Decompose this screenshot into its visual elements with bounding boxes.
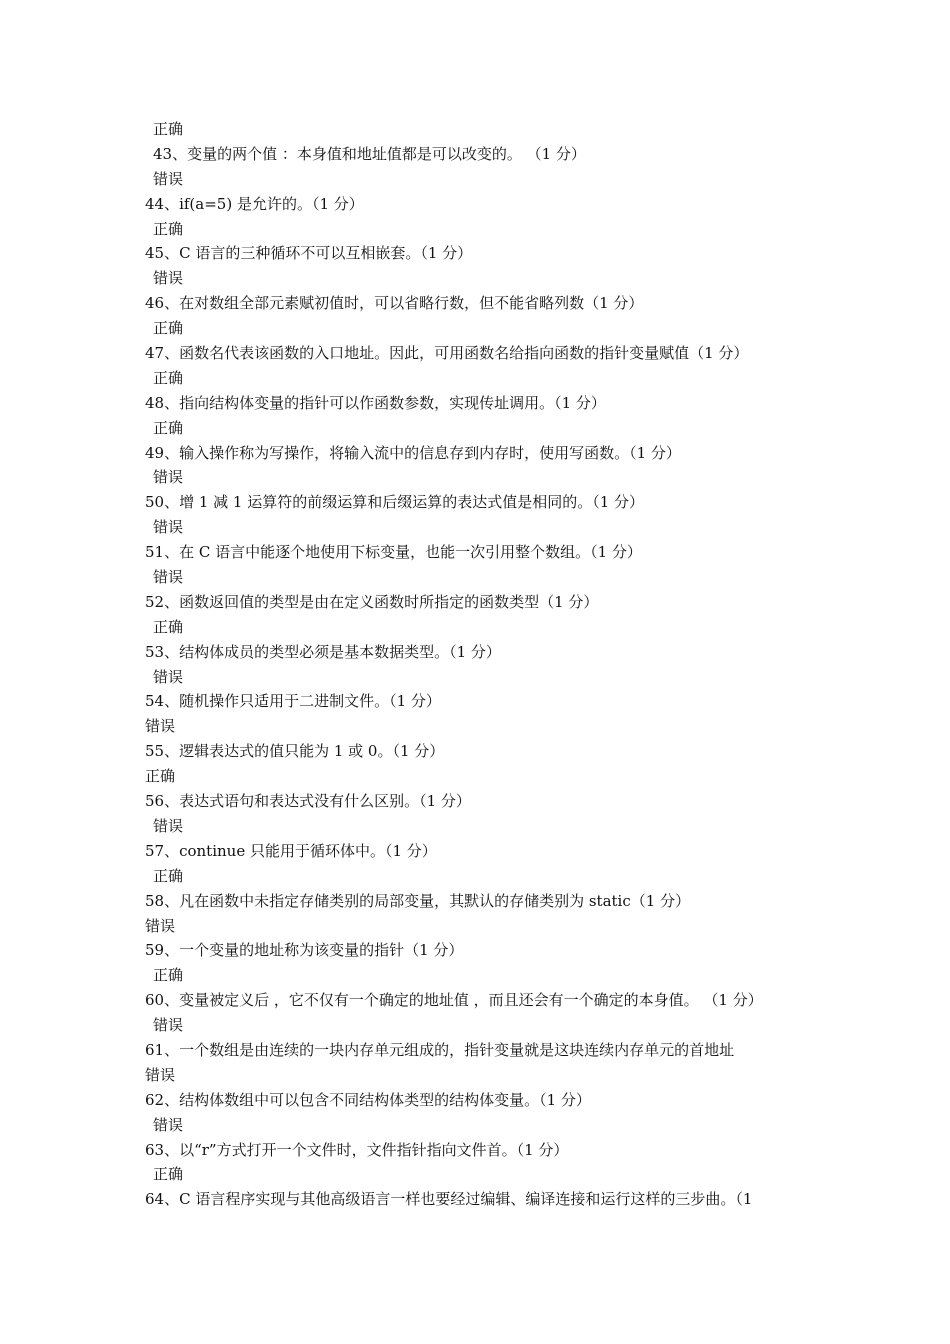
answer-line: 错误 (145, 717, 176, 736)
answer-line: 错误 (153, 1115, 184, 1134)
question-line: 52、函数返回值的类型是由在定义函数时所指定的函数类型（1 分） (145, 592, 599, 611)
answer-line: 错误 (153, 1016, 184, 1035)
question-line: 55、逻辑表达式的值只能为 1 或 0。（1 分） (145, 742, 445, 761)
answer-line: 错误 (153, 816, 184, 835)
answer-line: 正确 (153, 319, 184, 338)
question-line: 63、以“r”方式打开一个文件时，文件指针指向文件首。（1 分） (145, 1140, 569, 1159)
answer-line: 正确 (153, 368, 184, 387)
question-line: 44、if(a=5) 是允许的。（1 分） (145, 194, 364, 213)
answer-line: 错误 (153, 667, 184, 686)
answer-line: 错误 (153, 269, 184, 288)
answer-line: 正确 (145, 767, 176, 786)
question-line: 46、在对数组全部元素赋初值时，可以省略行数，但不能省略列数（1 分） (145, 294, 644, 313)
question-line: 48、指向结构体变量的指针可以作函数参数，实现传址调用。（1 分） (145, 393, 606, 412)
answer-line: 错误 (153, 468, 184, 487)
question-line: 59、一个变量的地址称为该变量的指针（1 分） (145, 941, 464, 960)
question-line: 62、结构体数组中可以包含不同结构体类型的结构体变量。（1 分） (145, 1090, 591, 1109)
answer-line: 正确 (153, 418, 184, 437)
answer-line: 错误 (153, 169, 184, 188)
question-line: 54、随机操作只适用于二进制文件。（1 分） (145, 692, 441, 711)
question-line: 50、增 1 减 1 运算符的前缀运算和后缀运算的表达式值是相同的。（1 分） (145, 493, 645, 512)
question-line: 56、表达式语句和表达式没有什么区别。（1 分） (145, 792, 471, 811)
question-line: 43、变量的两个值 ：本身值和地址值都是可以改变的。 （1 分） (153, 144, 586, 163)
question-line: 61、一个数组是由连续的一块内存单元组成的，指针变量就是这块连续内存单元的首地址 (145, 1040, 735, 1059)
answer-line: 错误 (145, 916, 176, 935)
answer-line: 错误 (153, 568, 184, 587)
answer-line: 正确 (153, 966, 184, 985)
question-line: 49、输入操作称为写操作，将输入流中的信息存到内存时，使用写函数。（1 分） (145, 443, 681, 462)
answer-line: 正确 (153, 617, 184, 636)
question-line: 60、变量被定义后 ，它不仅有一个确定的地址值 ，而且还会有一个确定的本身值。 （1 分） (145, 991, 763, 1010)
question-line: 51、在 C 语言中能逐个地使用下标变量，也能一次引用整个数组。（1 分） (145, 543, 642, 562)
answer-line: 正确 (153, 120, 184, 138)
question-list (145, 117, 825, 1212)
question-line: 58、凡在函数中未指定存储类别的局部变量，其默认的存储类别为 static（1 分） (145, 891, 691, 910)
answer-line: 正确 (153, 866, 184, 885)
answer-line: 错误 (153, 518, 184, 537)
answer-line: 错误 (145, 1065, 176, 1084)
question-line: 57、continue 只能用于循环体中。（1 分） (145, 841, 437, 860)
question-line: 47、函数名代表该函数的入口地址。因此，可用函数名给指向函数的指针变量赋值（1 分） (145, 344, 749, 363)
question-line: 45、C 语言的三种循环不可以互相嵌套。（1 分） (145, 244, 473, 263)
answer-line: 正确 (153, 219, 184, 238)
question-line: 53、结构体成员的类型必须是基本数据类型。（1 分） (145, 642, 501, 661)
answer-line: 正确 (153, 1165, 184, 1184)
question-line: 64、C 语言程序实现与其他高级语言一样也要经过编辑、编译连接和运行这样的三步曲。（1 (145, 1190, 753, 1209)
